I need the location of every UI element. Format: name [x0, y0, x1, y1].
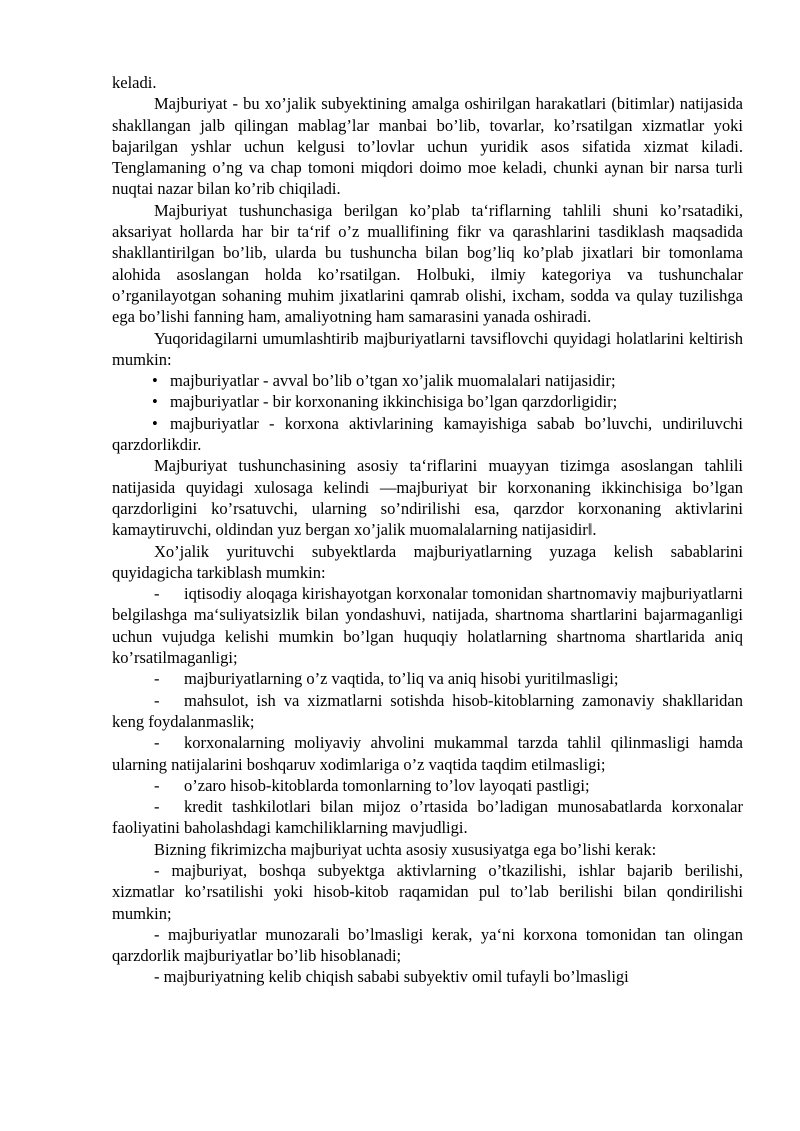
list-item-text: korxonalarning moliyaviy ahvolini mukammal tarzda tahlil qilinmasligi hamda ularning natijalarini boshqaruv xodimlariga o’z vaqtida taqdim etilmasligi; [112, 733, 743, 774]
list-item: - majburiyat, boshqa subyektga aktivlarning o’tkazilishi, ishlar bajarib berilishi, xizmatlar ko’rsatilishi yoki hisob-kitob raqamidan pul to’lab berilishi bilan qondirilishi mumkin; [112, 860, 743, 923]
paragraph-conclusion: Majburiyat tushunchasining asosiy ta‘riflarini muayyan tizimga asoslangan tahlili natijasida quyidagi xulosaga kelindi ―majburiyat bir korxonaning ikkinchisiga bo’lgan qarzdorligini ko’rsatuvchi, ularning so’ndirilishi esa, qarzdor korxonaning aktivlarini kamaytiruvchi, oldindan yuz bergan xo’jalik muomalalarning natijasidir‖. [112, 456, 743, 540]
features-list [112, 860, 743, 988]
list-item-text: o’zaro hisob-kitoblarda tomonlarning to’lov layoqati pastligi; [184, 775, 590, 795]
list-item [112, 391, 743, 412]
list-item: - majburiyatlar munozarali bo’lmasligi kerak, ya‘ni korxona tomonidan tan olingan qarzdorlik majburiyatlar bo’lib hisoblanadi; [112, 924, 743, 966]
list-item [112, 732, 743, 775]
document-page [112, 72, 743, 988]
paragraph-definition: Majburiyat - bu xo’jalik subyektining amalga oshirilgan harakatlari (bitimlar) natijasida shakllangan jalb qilingan mablag’lar manbai bo’lib, tovarlar, ko’rsatilgan xizmatlar yoki bajarilgan yshlar uchun kelgusi to’lovlar uchun yuridik asos sifatida xizmat kiladi. Tenglamaning o’ng va chap tomoni miqdori doimo moe keladi, chunki aynan bir narsa turli nuqtai nazar bilan ko’rib chiqiladi. [112, 94, 743, 199]
list-item [112, 796, 743, 839]
paragraph-analysis: Majburiyat tushunchasiga berilgan ko’plab ta‘riflarning tahlili shuni ko’rsatadiki, aksariyat hollarda har bir ta‘rif o’z muallifining fikr va qarashlarini tasdiklash maqsadida shakllantirilgan bo’lib, ularda bu tushuncha bilan bog’liq ko’plab jixatlari bir tomonlama alohida asoslangan holda ko’rsatilgan. Holbuki, ilmiy kategoriya va tushunchalar o’rganilayotgan sohaning muhim jixatlarini qamrab olishi, ixcham, sodda va qulay tuzilishga ega bo’lishi fanning ham, amaliyotning ham samarasini yanada oshiradi. [112, 200, 743, 327]
list-item-text: majburiyatlar - korxona aktivlarining kamayishiga sabab bo’luvchi, undiriluvchi qarzdorlikdir. [112, 413, 743, 455]
list-item-text: majburiyatlar - bir korxonaning ikkinchisiga bo’lgan qarzdorligidir; [170, 392, 618, 412]
list-item [112, 370, 743, 391]
dash-marker: - [154, 690, 160, 710]
list-item [112, 583, 743, 668]
list-item-text: kredit tashkilotlari bilan mijoz o’rtasida bo’ladigan munosabatlarda korxonalar faoliyatini baholashdagi kamchiliklarning mavjudligi. [112, 797, 743, 838]
bullet-marker: • [152, 413, 158, 433]
paragraph-summary-intro: Yuqoridagilarni umumlashtirib majburiyatlarni tavsiflovchi quyidagi holatlarini keltirish mumkin: [112, 328, 743, 369]
list-item-text: iqtisodiy aloqaga kirishayotgan korxonalar tomonidan shartnomaviy majburiyatlarni belgilashga ma‘suliyatsizlik bilan yondashuvi, natijada, shartnoma shartlarini bajarmaganligi uchun vujudga kelishi mumkin bo’lgan huquqiy holatlarning shartnoma shartlarida aniq ko’rsatilmaganligi; [112, 584, 743, 668]
dash-marker: - [154, 797, 160, 817]
list-item: - majburiyatning kelib chiqish sababi subyektiv omil tufayli bo’lmasligi [154, 967, 629, 987]
causes-list [112, 583, 743, 839]
list-item [112, 775, 743, 796]
paragraph-features-intro: Bizning fikrimizcha majburiyat uchta asosiy xususiyatga ega bo’lishi kerak: [154, 839, 657, 859]
bullet-marker: • [152, 392, 158, 412]
bullet-marker: • [152, 371, 158, 391]
dash-marker: - [154, 669, 160, 689]
list-item [112, 690, 743, 733]
dash-marker: - [154, 733, 160, 753]
list-item-text: majburiyatlar - avval bo’lib o’tgan xo’jalik muomalalari natijasidir; [170, 371, 616, 391]
list-item-text: mahsulot, ish va xizmatlarni sotishda hisob-kitoblarning zamonaviy shakllaridan keng foydalanmaslik; [112, 690, 743, 731]
paragraph-causes-intro: Xo’jalik yurituvchi subyektlarda majburiyatlarning yuzaga kelish sabablarini quyidagicha tarkiblash mumkin: [112, 541, 743, 582]
paragraph-continuation: keladi. [112, 73, 157, 92]
list-item [112, 668, 743, 689]
bullet-list [112, 370, 743, 455]
list-item [112, 413, 743, 456]
dash-marker: - [154, 775, 160, 795]
list-item-text: majburiyatlarning o’z vaqtida, to’liq va aniq hisobi yuritilmasligi; [184, 669, 619, 689]
dash-marker: - [154, 584, 160, 604]
